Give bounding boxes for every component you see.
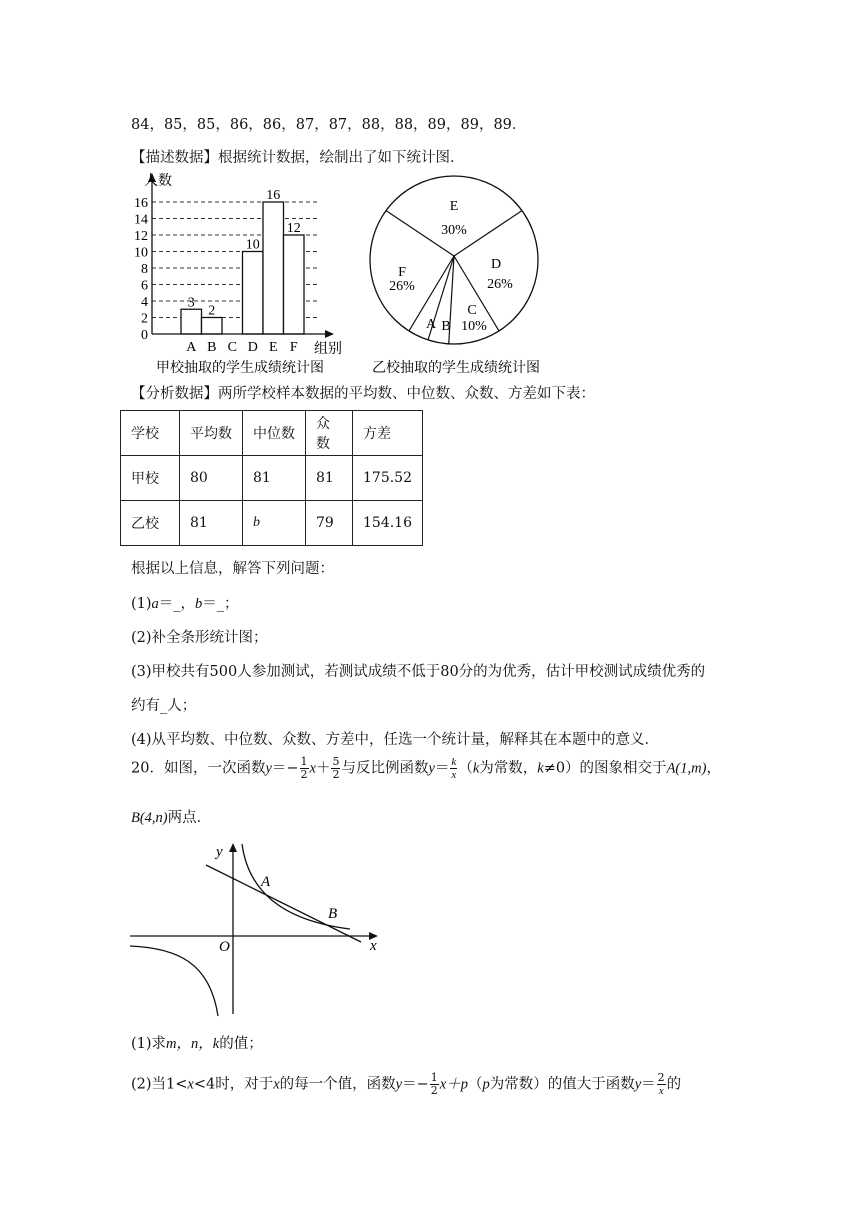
q20-2-var: x＋p xyxy=(439,1076,468,1093)
p20-text: ＝− xyxy=(271,760,299,777)
q20-2-text: 的每一个值，函数 xyxy=(279,1076,396,1093)
table-cell: 81 xyxy=(306,456,353,501)
p20-var: y xyxy=(265,760,272,777)
frac-den: 2 xyxy=(300,768,308,781)
bar-chart-title: 甲校抽取的学生成绩统计图 xyxy=(156,361,324,376)
q20-2-text: <4时，对于 xyxy=(193,1076,274,1093)
table-cell: 乙校 xyxy=(121,501,180,546)
p20-text: （ xyxy=(458,760,473,777)
analyze-data-heading: 【分析数据】两所学校样本数据的平均数、中位数、众数、方差如下表： xyxy=(131,386,595,402)
question-1 xyxy=(131,592,239,613)
origin-label: O xyxy=(219,939,230,955)
pie-slice-percent: 26% xyxy=(487,277,513,292)
fraction-one-half xyxy=(430,1072,439,1097)
q20-2-text: ＝− xyxy=(402,1076,429,1093)
pie-slice-percent: 26% xyxy=(389,279,415,294)
table-header-cell: 中位数 xyxy=(243,411,306,456)
fraction-two-over-x xyxy=(657,1072,666,1097)
table-header-cell: 平均数 xyxy=(180,411,243,456)
y-tick-label: 14 xyxy=(134,212,148,228)
bar-value-label: 12 xyxy=(286,221,301,236)
x-tick-label: C xyxy=(227,340,237,355)
q20-1-text: 的值； xyxy=(219,1036,263,1052)
q20-1-vars: m，n，k xyxy=(166,1036,220,1052)
question-4: (4)从平均数、中位数、众数、方差中，任选一个统计量，解释其在本题中的意义． xyxy=(131,732,660,748)
x-tick-label: E xyxy=(268,340,278,355)
bar xyxy=(243,252,264,335)
question-2: (2)补全条形统计图； xyxy=(131,630,268,646)
q20-1-text: (1)求 xyxy=(131,1036,167,1052)
y-tick-label: 6 xyxy=(141,278,148,294)
question-3-line-2: 约有_人； xyxy=(131,698,197,714)
bar-value-label: 16 xyxy=(266,188,281,203)
frac-den: 2 xyxy=(332,768,340,781)
linear-function-line xyxy=(206,865,361,942)
answer-intro: 根据以上信息，解答下列问题： xyxy=(131,561,334,577)
table-header-cell: 学校 xyxy=(121,411,180,456)
q20-2-text: 为常数）的值大于函数 xyxy=(489,1076,635,1093)
point-a-label: A xyxy=(261,874,271,890)
bar-chart xyxy=(118,168,348,383)
y-axis-label: y xyxy=(216,844,223,860)
q20-2-text: （ xyxy=(467,1076,483,1093)
problem-20-statement-cont xyxy=(131,806,211,827)
p20-var: x xyxy=(309,760,316,777)
stats-table xyxy=(120,410,423,546)
fraction-one-half xyxy=(300,756,309,781)
pie-slice-percent: 30% xyxy=(441,223,467,238)
table-cell: b xyxy=(243,501,306,546)
p20-var: k xyxy=(472,760,480,777)
pie-slice-label: E xyxy=(449,199,459,214)
frac-num: 5 xyxy=(332,755,340,768)
pie-slice-label: B xyxy=(441,319,451,334)
fraction-five-halves xyxy=(331,756,340,781)
q1-var-b: b xyxy=(195,596,203,612)
point-b-coord: B(4,n) xyxy=(131,810,168,826)
frac-den: x xyxy=(451,769,457,781)
frac-den: 2 xyxy=(430,1084,438,1097)
p20-text: 两点． xyxy=(167,810,212,826)
pie-slice-label: F xyxy=(398,265,406,280)
p20-text: ， xyxy=(706,760,721,777)
table-header-row xyxy=(121,411,423,456)
table-row xyxy=(121,456,423,501)
q20-2-var: p xyxy=(482,1076,490,1093)
bar-chart-x-label: 组别 xyxy=(314,342,342,357)
p20-text: ＝ xyxy=(434,760,450,777)
q20-2-text: 的 xyxy=(666,1076,682,1093)
p20-text: 为常数， xyxy=(479,760,538,777)
table-row xyxy=(121,501,423,546)
p20-text: ＋ xyxy=(315,760,331,777)
q1-mid: ＝_， xyxy=(158,596,196,612)
data-values-line: 84，85，85，86，86，87，87，88，88，89，89，89． xyxy=(131,117,527,133)
pie-slice-label: A xyxy=(425,317,437,332)
point-a-coord: A(1,m) xyxy=(666,760,707,777)
table-cell: 甲校 xyxy=(121,456,180,501)
frac-den: x xyxy=(658,1085,664,1097)
bar-chart-y-label: 人数 xyxy=(144,174,172,189)
x-tick-label: F xyxy=(289,340,298,355)
p20-var: y xyxy=(428,760,435,777)
y-tick-label: 4 xyxy=(141,295,148,310)
q20-2-text: ＝ xyxy=(641,1076,656,1093)
x-axis-label: x xyxy=(370,938,377,954)
bar-chart-bars xyxy=(181,188,304,334)
q1-prefix: (1) xyxy=(131,596,152,612)
table-header-cell: 众数 xyxy=(306,411,353,456)
table-header-cell: 方差 xyxy=(353,411,423,456)
bar-value-label: 2 xyxy=(208,303,216,319)
function-graph xyxy=(128,838,388,1018)
bar xyxy=(263,202,284,334)
x-tick-label: D xyxy=(247,340,258,355)
hyperbola-branch-third-quadrant xyxy=(130,946,218,1016)
question-20-1 xyxy=(131,1032,263,1053)
table-cell: 81 xyxy=(180,501,243,546)
table-cell: 175.52 xyxy=(353,456,423,501)
y-axis-arrow xyxy=(229,843,237,852)
p20-text: ≠0）的图象相交于 xyxy=(543,760,667,777)
pie-slice-percent: 10% xyxy=(461,319,487,334)
x-tick-label: A xyxy=(186,340,197,355)
bar xyxy=(181,309,202,334)
y-tick-label: 8 xyxy=(141,262,148,277)
table-cell: 81 xyxy=(243,456,306,501)
y-tick-label: 2 xyxy=(141,311,148,327)
q20-2-var: x xyxy=(187,1076,194,1093)
y-tick-label: 12 xyxy=(134,229,148,244)
problem-20-statement xyxy=(131,756,721,781)
bar xyxy=(284,235,305,334)
q1-end: ＝_； xyxy=(202,596,239,612)
bar xyxy=(202,318,223,335)
table-cell: 80 xyxy=(180,456,243,501)
question-3-line-1: (3)甲校共有500人参加测试，若测试成绩不低于80分的为优秀，估计甲校测试成绩优秀的 xyxy=(131,664,706,680)
table-cell: 154.16 xyxy=(353,501,423,546)
q20-2-text: (2)当1< xyxy=(131,1076,188,1093)
p20-var: k xyxy=(537,760,544,777)
bar-value-label: 10 xyxy=(245,237,260,253)
frac-num: 1 xyxy=(300,755,308,768)
q20-2-var: y xyxy=(395,1076,403,1093)
pie-chart xyxy=(362,168,562,383)
y-tick-label: 16 xyxy=(134,196,148,211)
pie-slice-label: D xyxy=(490,257,502,272)
q20-2-var: x xyxy=(273,1076,280,1093)
p20-text: 20．如图，一次函数 xyxy=(131,760,266,777)
frac-num: 2 xyxy=(657,1071,665,1084)
fraction-k-over-x xyxy=(450,756,457,781)
y-tick-label: 0 xyxy=(141,328,148,343)
bar-x-axis-arrow xyxy=(325,330,334,338)
frac-num: 1 xyxy=(430,1071,438,1084)
question-20-2 xyxy=(131,1072,681,1097)
x-tick-label: B xyxy=(207,340,217,355)
pie-slice-label: C xyxy=(467,303,477,318)
point-b-label: B xyxy=(328,906,338,922)
describe-data-heading: 【描述数据】根据统计数据，绘制出了如下统计图． xyxy=(131,150,465,166)
frac-num: k xyxy=(451,756,457,768)
table-cell: 79 xyxy=(306,501,353,546)
y-tick-label: 10 xyxy=(134,245,148,261)
bar-value-label: 3 xyxy=(187,295,195,311)
q1-var-a: a xyxy=(151,596,159,612)
p20-text: 与反比例函数 xyxy=(341,760,429,777)
pie-chart-title: 乙校抽取的学生成绩统计图 xyxy=(372,361,540,376)
q20-2-var: y xyxy=(634,1076,642,1093)
